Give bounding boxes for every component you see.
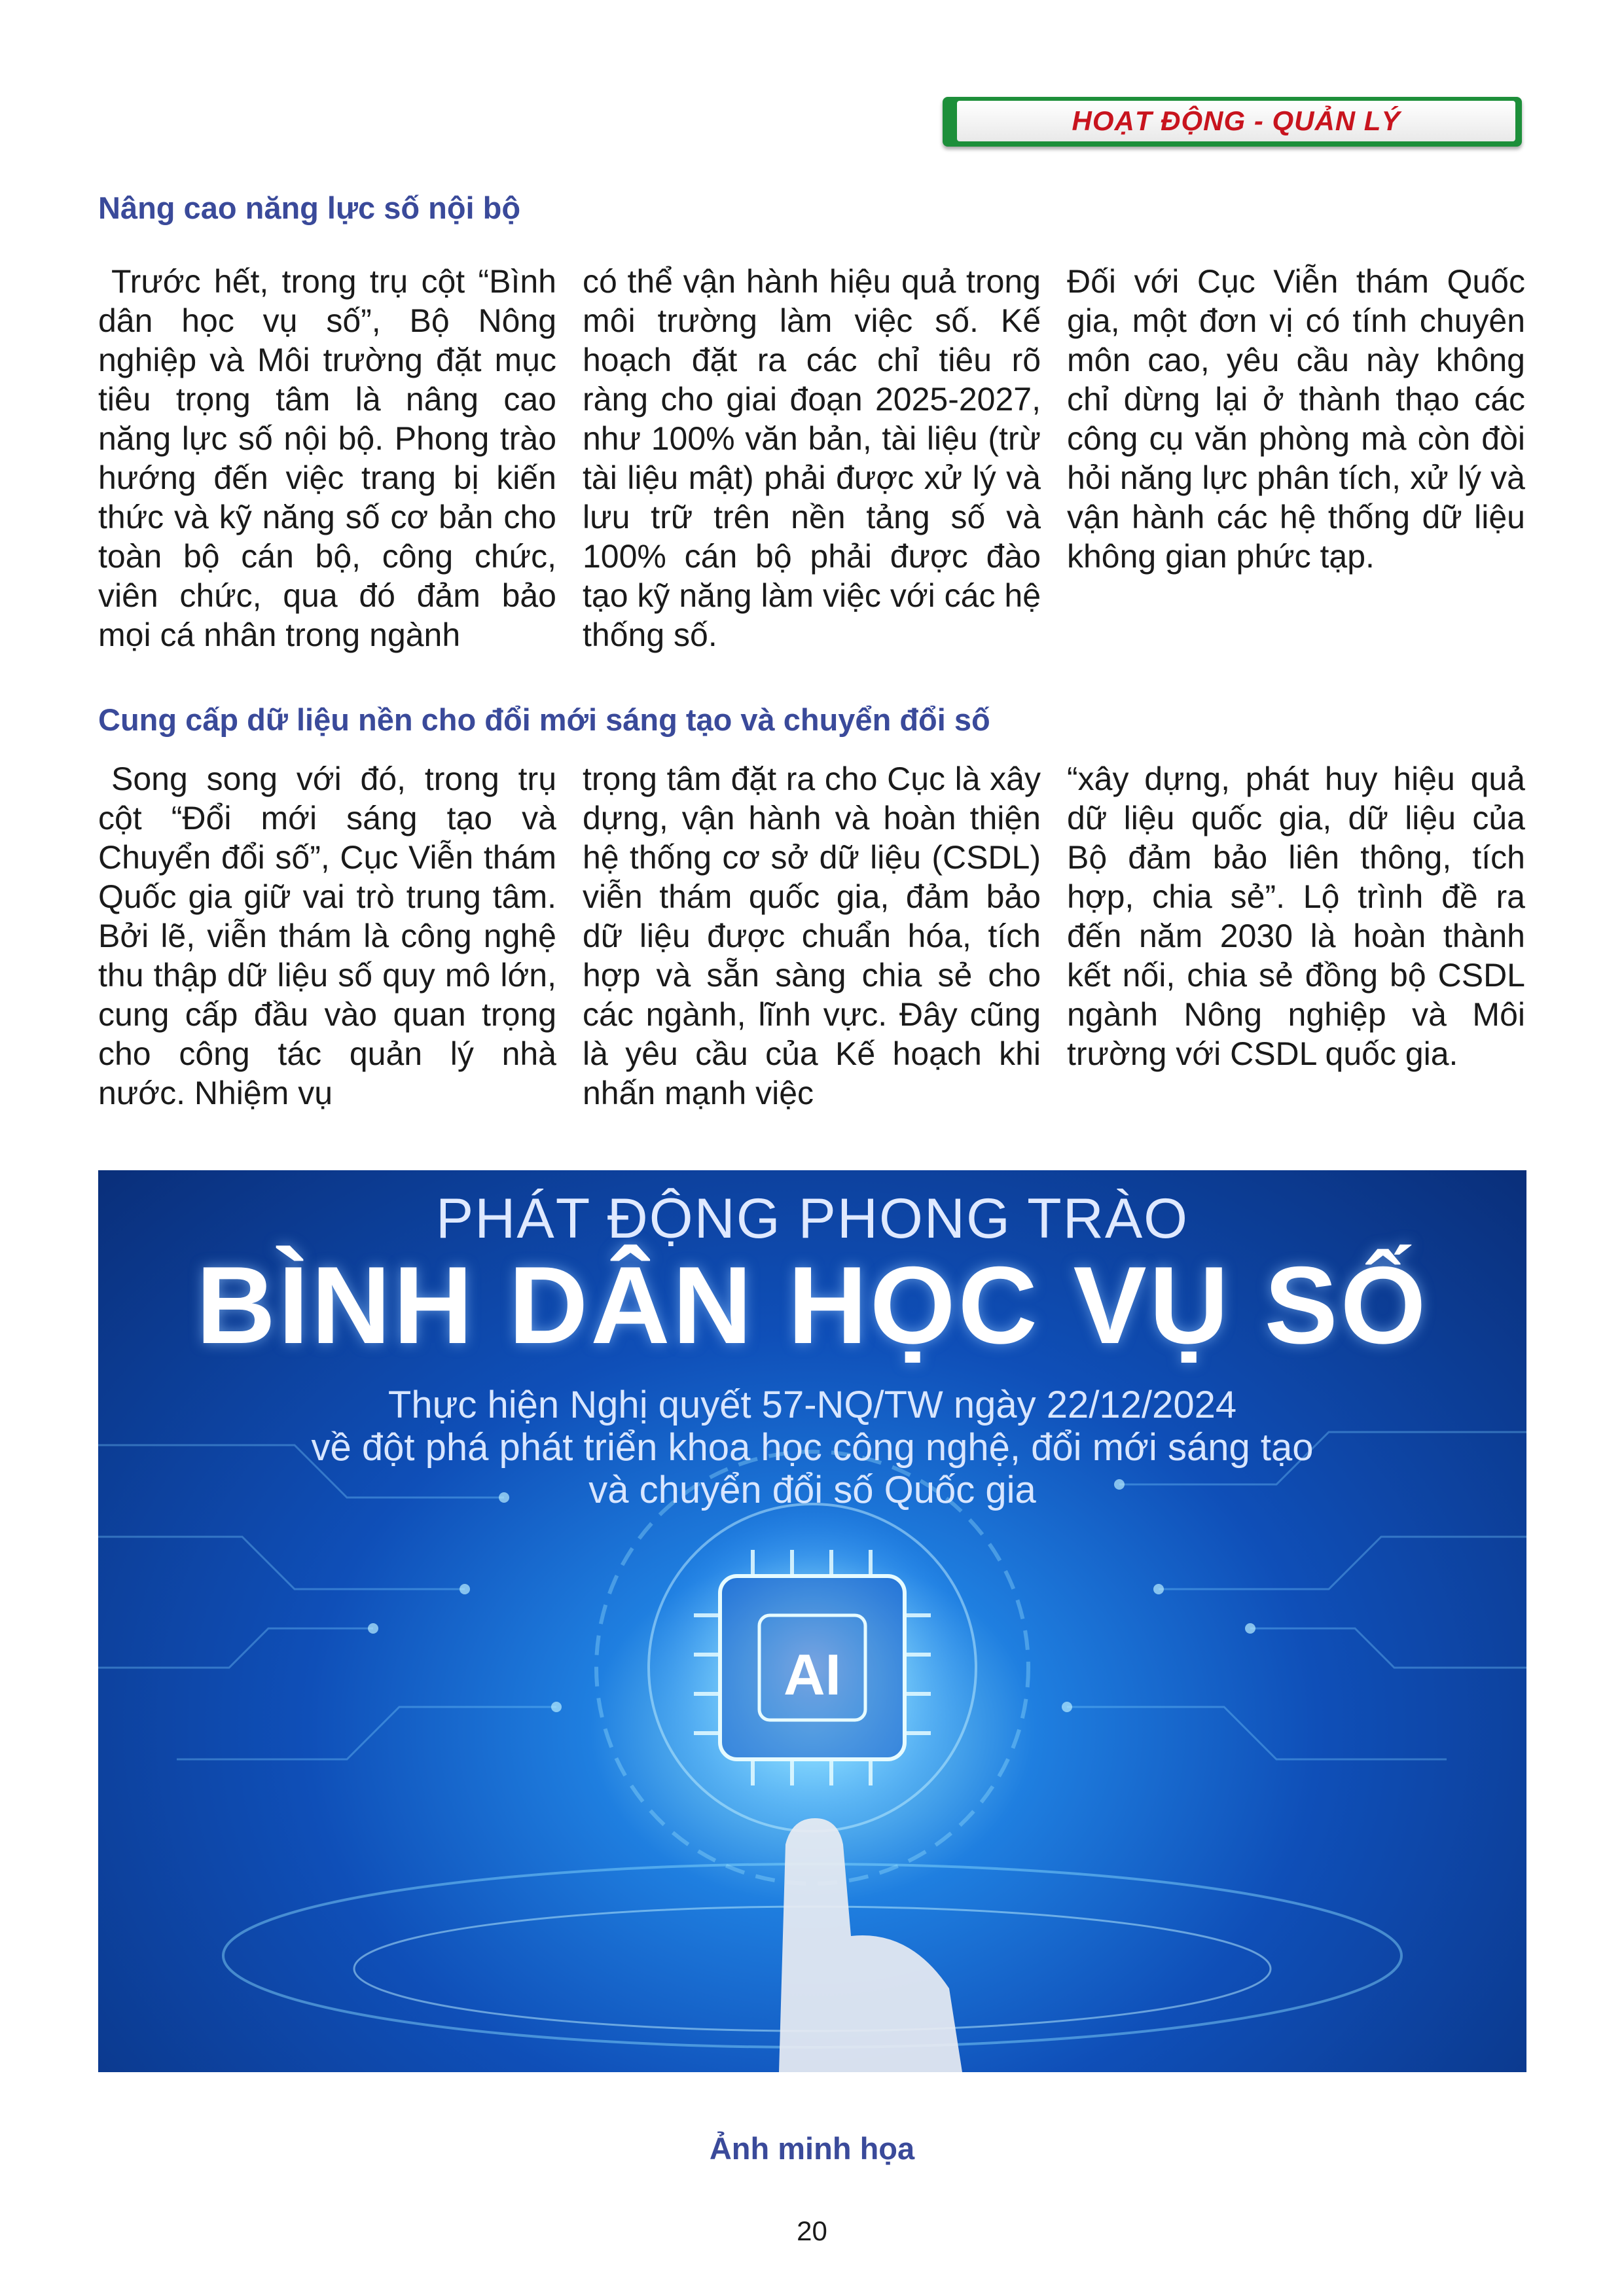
ai-chip-label: AI	[784, 1642, 841, 1707]
banner-title-large: BÌNH DÂN HỌC VỤ SỐ	[196, 1244, 1429, 1367]
illustration-image	[98, 1170, 1526, 2072]
section1-column-3: Đối với Cục Viễn thám Quốc gia, một đơn vị có tính chuyên môn cao, yêu cầu này không chỉ dừng lại ở thành thạo các công cụ văn phòng mà còn đòi hỏi năng lực phân tích, xử lý và vận hành các hệ thống dữ liệu không gian phức tạp.	[1067, 263, 1525, 575]
section2-heading: Cung cấp dữ liệu nền cho đổi mới sáng tạo và chuyển đổi số	[98, 702, 990, 737]
section1-heading: Nâng cao năng lực số nội bộ	[98, 190, 521, 225]
page-number: 20	[797, 2215, 827, 2246]
section2-column-1: Song song với đó, trong trụ cột “Đổi mới sáng tạo và Chuyển đổi số”, Cục Viễn thám Quốc gia giữ vai trò trung tâm. Bởi lẽ, viễn thám là công nghệ thu thập dữ liệu số quy mô lớn, cung cấp đầu vào quan trọng cho công tác quản lý nhà nước. Nhiệm vụ	[98, 761, 556, 1111]
section-header-label: HOẠT ĐỘNG - QUẢN LÝ	[957, 101, 1515, 141]
section-header-tab	[943, 97, 1522, 147]
section2-column-2: trọng tâm đặt ra cho Cục là xây dựng, vận hành và hoàn thiện hệ thống cơ sở dữ liệu (CSDL) viễn thám quốc gia, đảm bảo dữ liệu được chuẩn hóa, tích hợp và sẵn sàng chia sẻ cho các ngành, lĩnh vực. Đây cũng là yêu cầu của Kế hoạch khi nhấn mạnh việc	[583, 761, 1041, 1111]
banner-subtitle-2: về đột phá phát triển khoa học công nghệ, đổi mới sáng tạo	[311, 1426, 1314, 1469]
banner-title-small: PHÁT ĐỘNG PHONG TRÀO	[435, 1187, 1189, 1250]
image-caption: Ảnh minh họa	[709, 2131, 915, 2166]
banner-subtitle-3: và chuyển đổi số Quốc gia	[588, 1469, 1036, 1511]
section1-column-1: Trước hết, trong trụ cột “Bình dân học vụ số”, Bộ Nông nghiệp và Môi trường đặt mục tiêu trọng tâm là nâng cao năng lực số nội bộ. Phong trào hướng đến việc trang bị kiến thức và kỹ năng số cơ bản cho toàn bộ cán bộ, công chức, viên chức, qua đó đảm bảo mọi cá nhân trong ngành	[98, 263, 556, 653]
section2-column-3: “xây dựng, phát huy hiệu quả dữ liệu quốc gia, dữ liệu của Bộ đảm bảo liên thông, tích hợp, chia sẻ”. Lộ trình đề ra đến năm 2030 là hoàn thành kết nối, chia sẻ đồng bộ CSDL ngành Nông nghiệp và Môi trường với CSDL quốc gia.	[1067, 761, 1525, 1072]
section1-column-2: có thể vận hành hiệu quả trong môi trường làm việc số. Kế hoạch đặt ra các chỉ tiêu rõ ràng cho giai đoạn 2025-2027, như 100% văn bản, tài liệu (trừ tài liệu mật) phải được xử lý và lưu trữ trên nền tảng số và 100% cán bộ phải được đào tạo kỹ năng làm việc với các hệ thống số.	[583, 263, 1041, 653]
banner-subtitle-1: Thực hiện Nghị quyết 57-NQ/TW ngày 22/12/2024	[388, 1384, 1237, 1426]
